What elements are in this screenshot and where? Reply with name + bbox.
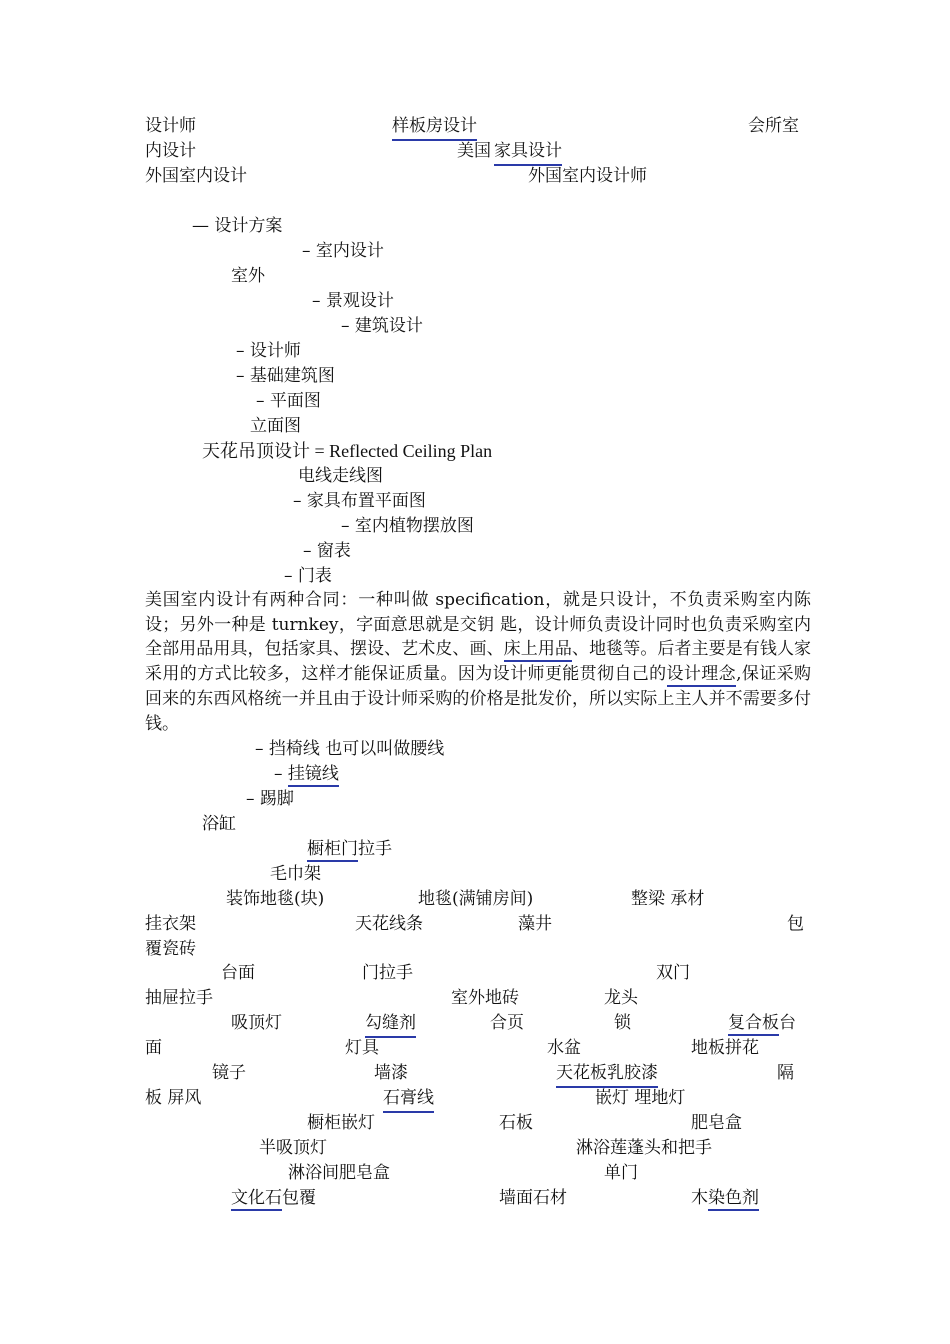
outline-item: — 设计方案 — [192, 216, 283, 236]
term: 镜子 — [212, 1063, 246, 1083]
link-picture-rail[interactable]: 挂镜线 — [288, 764, 339, 787]
term: 面 — [145, 1038, 162, 1058]
term: 水盆 — [547, 1038, 581, 1058]
outline-item: – 景观设计 — [312, 291, 394, 311]
outline-item: – 室内设计 — [302, 241, 384, 261]
term: 整梁 承材 — [631, 889, 705, 909]
term: 墙漆 — [374, 1063, 408, 1083]
paragraph-text: 、地毯等。后者主要是有钱人家采用的方式比较多，这样才能保证质量。因为设计师更能贯彻自己的 — [145, 639, 812, 685]
term: 双门 — [656, 963, 690, 983]
header-text: 设计师 — [145, 116, 196, 136]
outline-item: – 门表 — [284, 566, 332, 586]
term: 抽屉拉手 — [145, 988, 213, 1008]
term: 半吸顶灯 — [259, 1138, 327, 1158]
term: 灯具 — [345, 1038, 379, 1058]
term: 石板 — [499, 1113, 533, 1133]
header-text: 美国 — [457, 141, 491, 161]
term-row — [307, 837, 392, 861]
term: 门拉手 — [362, 963, 413, 983]
link-design-concept[interactable]: 设计理念 — [667, 664, 737, 687]
term: 嵌灯 埋地灯 — [595, 1088, 686, 1108]
term: 台面 — [221, 963, 255, 983]
term: 肥皂盒 — [691, 1113, 742, 1133]
link-bedding[interactable]: 床上用品 — [504, 639, 572, 662]
link-cultured-stone[interactable]: 文化石 — [231, 1188, 282, 1211]
term-row — [231, 1186, 316, 1210]
term: – 挡椅线 也可以叫做腰线 — [255, 739, 445, 759]
outline-item: – 平面图 — [256, 391, 321, 411]
term: 浴缸 — [202, 814, 236, 834]
header-text: 内设计 — [145, 141, 196, 161]
term: 地毯(满铺房间) — [418, 889, 534, 909]
term: 吸顶灯 — [231, 1013, 282, 1033]
term: 覆瓷砖 — [145, 939, 196, 959]
term: 板 屏风 — [145, 1088, 202, 1108]
link-wood-stain[interactable]: 染色剂 — [708, 1188, 759, 1211]
term: – 踢脚 — [246, 789, 294, 809]
link-showroom-design[interactable]: 样板房设计 — [392, 114, 477, 141]
term: 拉手 — [358, 839, 392, 859]
outline-item: – 室内植物摆放图 — [341, 516, 474, 536]
header-text: 外国室内设计 — [145, 166, 247, 186]
outline-item: – 建筑设计 — [341, 316, 423, 336]
term: 隔 — [777, 1063, 794, 1083]
link-plaster-line[interactable]: 石膏线 — [383, 1086, 434, 1113]
term: – — [274, 764, 288, 784]
term: 淋浴莲蓬头和把手 — [576, 1138, 712, 1158]
paragraph-text: ,保证采购回来的东西风格统一并且由于设计师采购的价格是批发价，所以实际上主人并不需要多付钱。 — [145, 664, 812, 734]
term: 室外地砖 — [451, 988, 519, 1008]
term: 包覆 — [282, 1188, 316, 1208]
term: 地板拼花 — [691, 1038, 759, 1058]
outline-item: 电线走线图 — [298, 466, 383, 486]
header-text: 会所室 — [748, 116, 799, 136]
outline-item: – 家具布置平面图 — [293, 491, 426, 511]
term: 淋浴间肥皂盒 — [288, 1163, 390, 1183]
contract-paragraph — [145, 588, 811, 736]
term: 墙面石材 — [499, 1188, 567, 1208]
outline-item: 室外 — [231, 266, 265, 286]
term: 天花线条 — [355, 914, 423, 934]
term: 藻井 — [518, 914, 552, 934]
link-cabinet-door[interactable]: 橱柜门 — [307, 839, 358, 862]
outline-item: 天花吊顶设计 = Reflected Ceiling Plan — [202, 441, 493, 461]
term: 合页 — [490, 1013, 524, 1033]
term: 单门 — [604, 1163, 638, 1183]
term: 包 — [787, 914, 804, 934]
term: 挂衣架 — [145, 914, 196, 934]
term: 橱柜嵌灯 — [307, 1113, 375, 1133]
link-ceiling-latex-paint[interactable]: 天花板乳胶漆 — [556, 1061, 658, 1088]
term-row — [274, 762, 339, 786]
header-text: 外国室内设计师 — [528, 166, 647, 186]
term: 木 — [691, 1188, 708, 1208]
term: 装饰地毯(块) — [226, 889, 325, 909]
outline-item: – 基础建筑图 — [236, 366, 335, 386]
term: 台 — [779, 1013, 796, 1033]
term-row — [691, 1186, 759, 1210]
paragraph-text: 美国室内设计有两种合同：一种叫做 specification，就是只设计，不负责采购室内陈设；另外一种是 turnkey，字面意思就是交钥 匙，设计师负责设计同时也负责采购室内全部用品用具，包括家具、摆设、艺术皮、画、 — [145, 590, 811, 660]
link-composite-board[interactable]: 复合板 — [728, 1013, 779, 1036]
link-grout[interactable]: 勾缝剂 — [365, 1011, 416, 1038]
term: 锁 — [614, 1013, 631, 1033]
outline-item: – 设计师 — [236, 341, 301, 361]
outline-item: 立面图 — [250, 416, 301, 436]
link-furniture-design[interactable]: 家具设计 — [494, 139, 562, 166]
term-row — [728, 1011, 796, 1035]
term: 龙头 — [604, 988, 638, 1008]
outline-item: – 窗表 — [303, 541, 351, 561]
term: 毛巾架 — [270, 864, 321, 884]
